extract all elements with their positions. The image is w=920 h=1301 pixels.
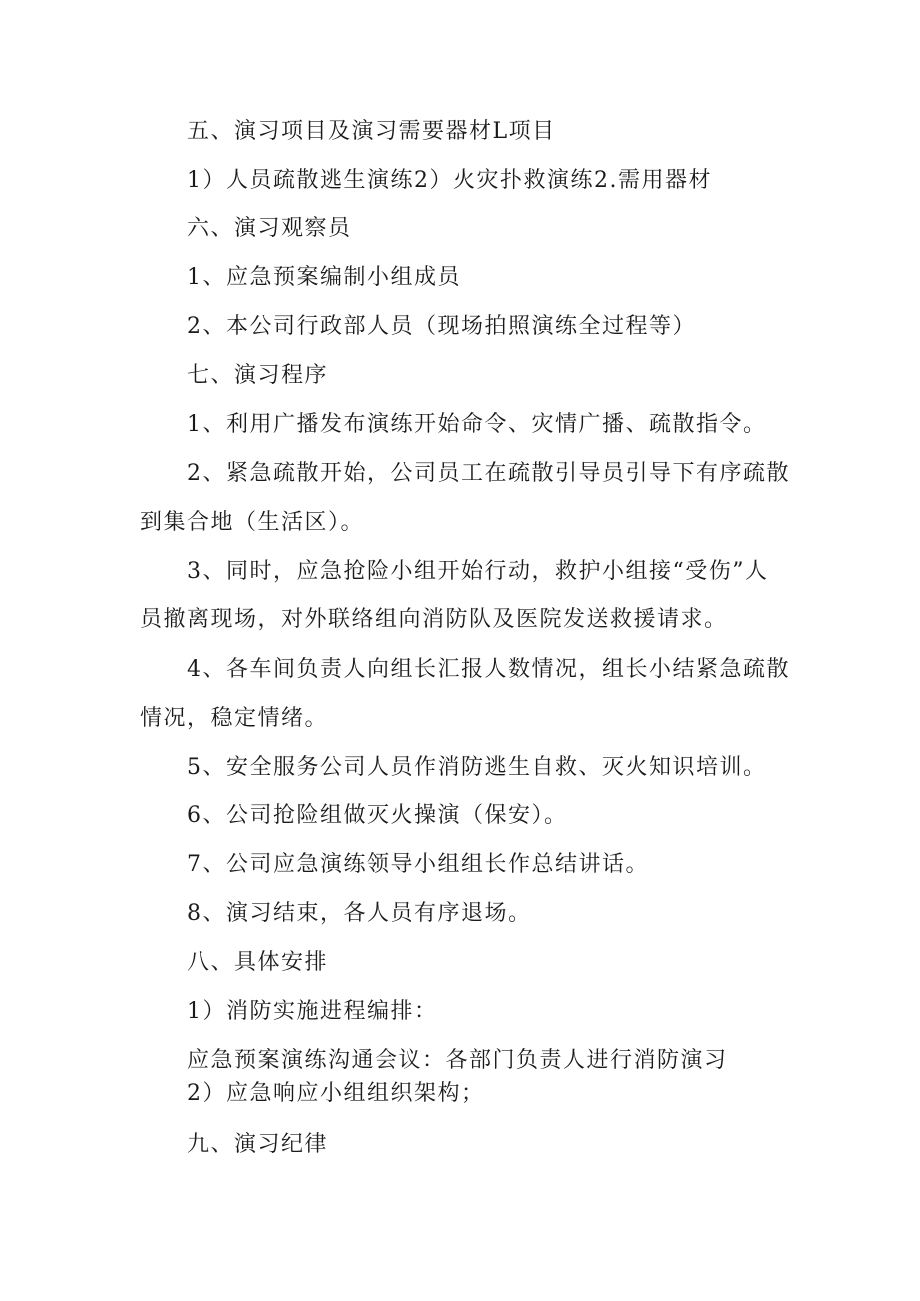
paragraph-line: 情况，稳定情绪。 (140, 706, 329, 731)
paragraph-line: 7、公司应急演练领导小组组长作总结讲话。 (187, 852, 649, 877)
paragraph-line: 到集合地（生活区）。 (140, 510, 365, 535)
section-heading-6: 六、演习观察员 (187, 216, 352, 241)
section-heading-8: 八、具体安排 (187, 950, 329, 975)
paragraph-line: 4、各车间负责人向组长汇报人数情况，组长小结紧急疏散 (187, 657, 790, 682)
paragraph-line: 员撤离现场，对外联络组向消防队及医院发送救援请求。 (140, 607, 728, 632)
section-heading-7: 七、演习程序 (187, 363, 329, 388)
paragraph-line: 应急预案演练沟通会议：各部门负责人进行消防演习 (187, 1048, 728, 1073)
paragraph-line: 3、同时，应急抢险小组开始行动，救护小组接“受伤”人 (187, 559, 769, 584)
section-heading-9: 九、演习纪律 (187, 1132, 329, 1157)
paragraph-line: 2、紧急疏散开始，公司员工在疏散引导员引导下有序疏散 (187, 461, 790, 486)
paragraph-line: 1）人员疏散逃生演练2）火灾扑救演练2.需用器材 (187, 168, 712, 193)
paragraph-line: 1、应急预案编制小组成员 (187, 265, 461, 290)
paragraph-line: 5、安全服务公司人员作消防逃生自救、灭火知识培训。 (187, 755, 767, 780)
paragraph-line: 8、演习结束，各人员有序退场。 (187, 901, 532, 926)
section-heading-5: 五、演习项目及演习需要器材L项目 (187, 119, 556, 144)
paragraph-line: 1、利用广播发布演练开始命令、灾情广播、疏散指令。 (187, 412, 767, 437)
paragraph-line: 2）应急响应小组组织架构； (187, 1081, 485, 1106)
paragraph-line: 2、本公司行政部人员（现场拍照演练全过程等） (187, 314, 696, 339)
paragraph-line: 1）消防实施进程编排： (187, 999, 438, 1024)
paragraph-line: 6、公司抢险组做灭火操演（保安）。 (187, 803, 568, 828)
